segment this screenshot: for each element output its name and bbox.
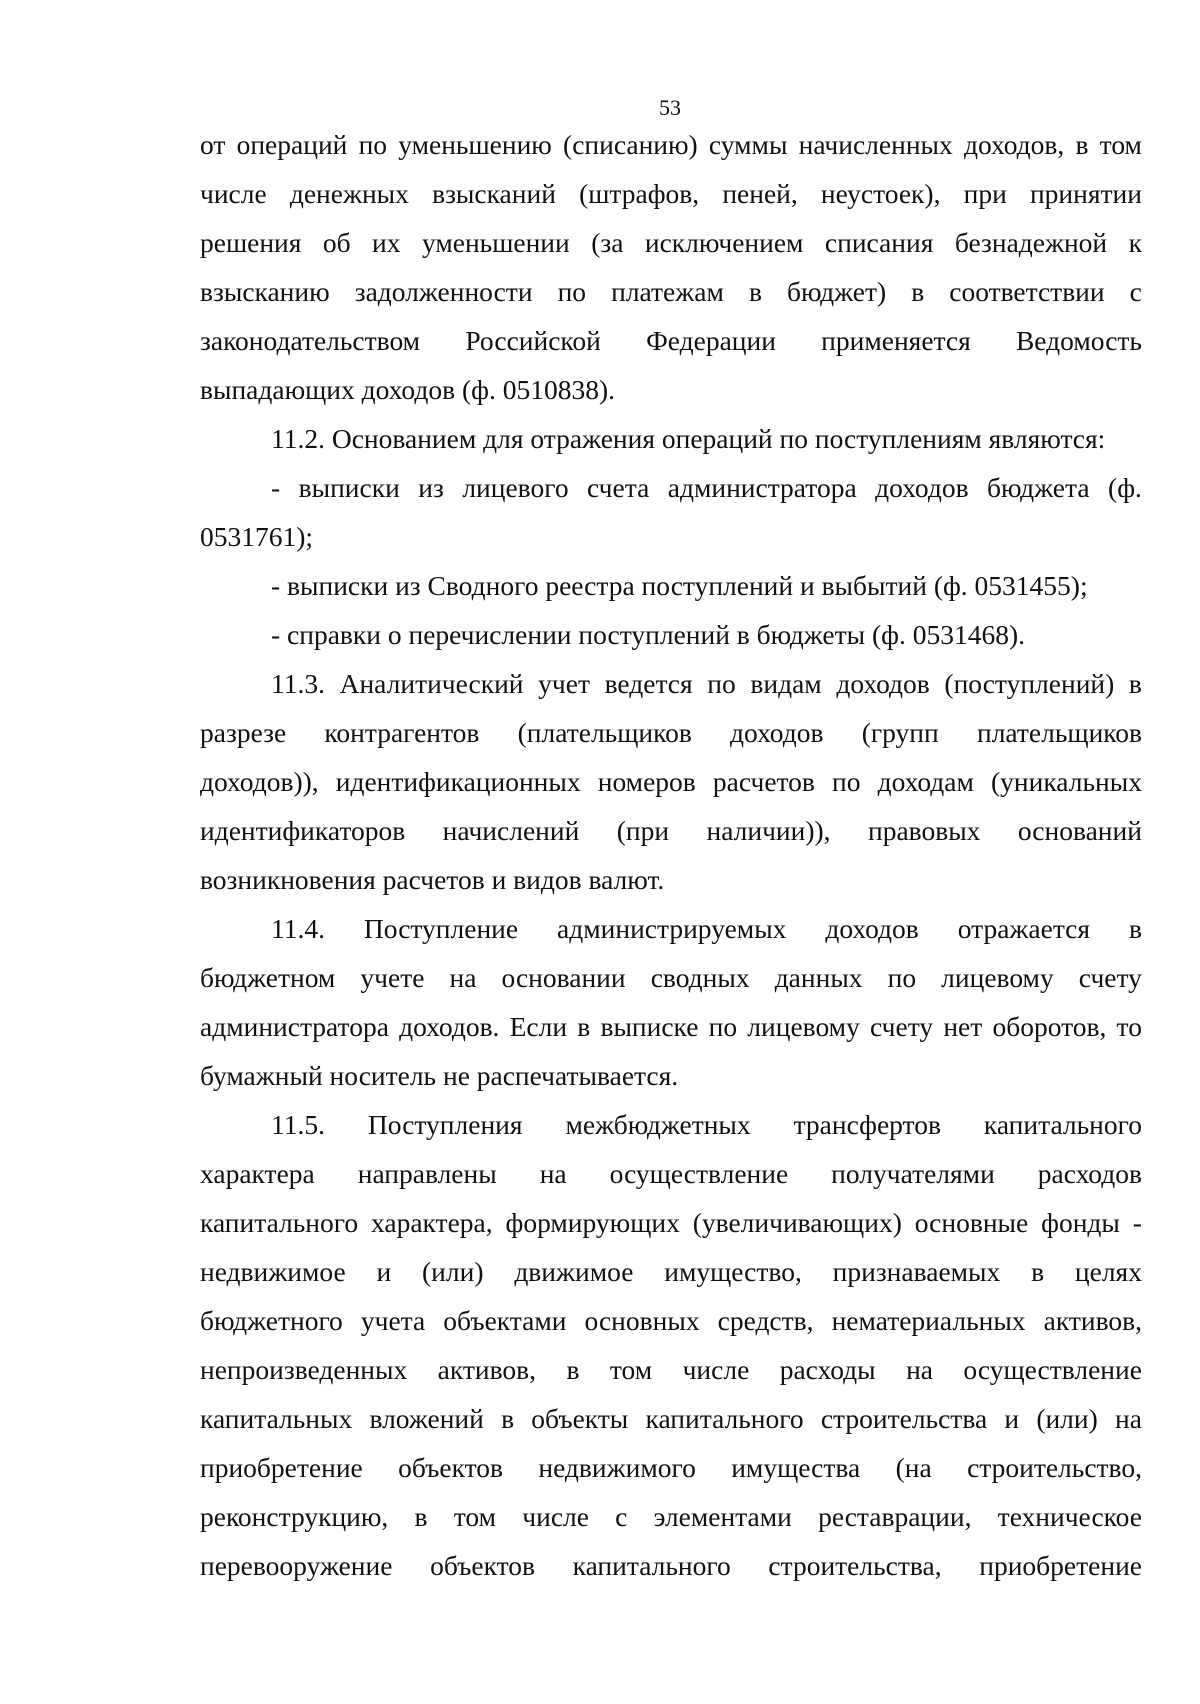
word: расходов xyxy=(1037,1158,1142,1189)
text-line xyxy=(200,708,1142,757)
word: данных xyxy=(774,962,863,993)
word: перевооружение xyxy=(200,1550,393,1581)
word: то xyxy=(1116,1011,1142,1042)
word: в xyxy=(1128,913,1142,944)
word: (или) xyxy=(1036,1403,1098,1434)
word: ведется xyxy=(604,668,693,699)
word: бюджет) xyxy=(786,276,887,307)
word: в xyxy=(1031,1256,1045,1287)
word: в xyxy=(911,276,925,307)
word: направлены xyxy=(357,1158,497,1189)
word: на xyxy=(449,962,477,993)
text-line xyxy=(200,218,1142,267)
word: идентификационных xyxy=(335,766,581,797)
word: законодательством xyxy=(200,325,421,356)
word: том xyxy=(609,1354,653,1385)
word: капитального xyxy=(572,1550,731,1581)
word: в xyxy=(577,1011,591,1042)
text-line: 11.2. Основанием для отражения операций по поступлениям являются: xyxy=(271,423,1106,454)
word: элементами xyxy=(653,1501,792,1532)
word: из xyxy=(418,472,444,503)
word: оборотов, xyxy=(992,1011,1107,1042)
text-line: бумажный носитель не распечатывается. xyxy=(200,1060,679,1091)
word: капитального xyxy=(200,1207,359,1238)
word: расчетов xyxy=(712,766,815,797)
word: (групп xyxy=(861,717,939,748)
word: администрируемых xyxy=(557,913,787,944)
word: числе xyxy=(682,1354,750,1385)
word: доходам xyxy=(877,766,974,797)
word: строительство, xyxy=(967,1452,1142,1483)
word: (поступлений) xyxy=(944,668,1115,699)
text-line: - выписки из Сводного реестра поступлений и выбытий (ф. 0531455); xyxy=(271,570,1088,601)
word: отражается xyxy=(957,913,1091,944)
word: применяется xyxy=(821,325,971,356)
document-body xyxy=(200,120,1142,1590)
word: к xyxy=(1128,227,1142,258)
word: том xyxy=(453,1501,497,1532)
word: платежам xyxy=(611,276,724,307)
word: доходов xyxy=(825,913,919,944)
word: бюджетном xyxy=(200,962,336,993)
word: имущество, xyxy=(664,1256,802,1287)
word: суммы xyxy=(708,129,788,160)
text-line xyxy=(200,316,1142,365)
word: объектов xyxy=(398,1452,503,1483)
word: начисленных xyxy=(798,129,953,160)
text-line: возникновения расчетов и видов валют. xyxy=(200,864,665,895)
word: администратора xyxy=(200,1011,389,1042)
word: расходы xyxy=(779,1354,876,1385)
word: по xyxy=(708,1011,738,1042)
word: на xyxy=(539,1158,567,1189)
word: приобретение xyxy=(200,1452,363,1483)
word: задолженности xyxy=(354,276,533,307)
text-line xyxy=(200,1492,1142,1541)
word: по xyxy=(887,962,917,993)
text-line xyxy=(200,463,1142,512)
word: соответствии xyxy=(949,276,1105,307)
word: учете xyxy=(360,962,425,993)
word: счету xyxy=(870,1011,934,1042)
word: числе xyxy=(522,1501,589,1532)
word: активов, xyxy=(1043,1305,1142,1336)
text-line xyxy=(200,757,1142,806)
word: (плательщиков xyxy=(517,717,692,748)
text-line xyxy=(200,120,1142,169)
page-number: 53 xyxy=(659,95,681,120)
word: имущества xyxy=(731,1452,861,1483)
text-line xyxy=(200,1296,1142,1345)
word: на xyxy=(906,1354,933,1385)
word: недвижимого xyxy=(538,1452,696,1483)
word: лицевого xyxy=(462,472,569,503)
word: числе xyxy=(200,178,267,209)
word: доходов. xyxy=(399,1011,500,1042)
text-line xyxy=(200,953,1142,1002)
word: пеней, xyxy=(722,178,798,209)
word: счету xyxy=(1078,962,1142,993)
word: доходов xyxy=(836,668,930,699)
text-line xyxy=(200,267,1142,316)
word: техническое xyxy=(997,1501,1142,1532)
text-line xyxy=(200,1198,1142,1247)
word: приобретение xyxy=(979,1550,1142,1581)
word: признаваемых xyxy=(832,1256,1001,1287)
word: доходов xyxy=(875,472,969,503)
word: средств, xyxy=(717,1305,814,1336)
word: уменьшению xyxy=(398,129,552,160)
word: и xyxy=(376,1256,392,1287)
word: Поступления xyxy=(367,1109,523,1140)
word: (увеличивающих) xyxy=(692,1207,902,1238)
word: - xyxy=(1132,1207,1142,1238)
word: 11.3. xyxy=(271,668,325,699)
word: взысканий xyxy=(432,178,556,209)
word: получателями xyxy=(831,1158,995,1189)
word: сводных xyxy=(650,962,750,993)
word: в xyxy=(1128,668,1142,699)
word: счета xyxy=(587,472,650,503)
word: плательщиков xyxy=(976,717,1142,748)
text-line xyxy=(200,169,1142,218)
word: в xyxy=(566,1354,580,1385)
word: нематериальных xyxy=(831,1305,1026,1336)
word: вложений xyxy=(369,1403,484,1434)
word: и xyxy=(1004,1403,1020,1434)
word: контрагентов xyxy=(324,717,480,748)
word: (штрафов, xyxy=(579,178,700,209)
text-line: выпадающих доходов (ф. 0510838). xyxy=(200,374,615,405)
word: разрезе xyxy=(200,717,287,748)
word: Федерации xyxy=(646,325,776,356)
word: активов, xyxy=(437,1354,537,1385)
word: строительства, xyxy=(768,1550,942,1581)
word: Аналитический xyxy=(339,668,524,699)
word: том xyxy=(1099,129,1142,160)
text-line xyxy=(200,659,1142,708)
word: идентификаторов xyxy=(200,815,406,846)
word: взысканию xyxy=(200,276,330,307)
word: основных xyxy=(584,1305,700,1336)
word: (или) xyxy=(422,1256,484,1287)
word: по xyxy=(557,276,587,307)
word: в xyxy=(1075,129,1089,160)
word: доходов, xyxy=(963,129,1065,160)
word: денежных xyxy=(289,178,409,209)
text-line xyxy=(200,1541,1142,1590)
word: характера, xyxy=(371,1207,493,1238)
word: объекты xyxy=(531,1403,629,1434)
word: (при xyxy=(616,815,670,846)
word: их xyxy=(372,227,401,258)
word: Ведомость xyxy=(1015,325,1142,356)
word: оснований xyxy=(1017,815,1142,846)
word: учета xyxy=(360,1305,426,1336)
word: начислений xyxy=(442,815,580,846)
word: наличии)), xyxy=(706,815,831,846)
word: лицевому xyxy=(941,962,1054,993)
word: характера xyxy=(200,1158,315,1189)
word: лицевому xyxy=(747,1011,860,1042)
word: решения xyxy=(200,227,302,258)
word: недвижимое xyxy=(200,1256,346,1287)
word: целях xyxy=(1074,1256,1142,1287)
word: бюджетного xyxy=(200,1305,343,1336)
text-line xyxy=(200,1394,1142,1443)
word: основании xyxy=(501,962,626,993)
word: объектов xyxy=(430,1550,535,1581)
word: по xyxy=(358,129,388,160)
word: Если xyxy=(509,1011,568,1042)
text-line xyxy=(200,1345,1142,1394)
word: учет xyxy=(538,668,590,699)
text-line xyxy=(200,1149,1142,1198)
word: капитального xyxy=(645,1403,804,1434)
word: с xyxy=(1129,276,1142,307)
word: операций xyxy=(236,129,348,160)
word: об xyxy=(322,227,351,258)
word: реконструкцию, xyxy=(200,1501,389,1532)
word: доходов)), xyxy=(200,766,319,797)
word: в xyxy=(748,276,762,307)
word: капитальных xyxy=(200,1403,353,1434)
word: по xyxy=(707,668,736,699)
word: видам xyxy=(750,668,822,699)
word: в xyxy=(501,1403,515,1434)
word: (уникальных xyxy=(991,766,1142,797)
text-line xyxy=(200,1100,1142,1149)
word: администратора xyxy=(667,472,857,503)
word: уменьшении xyxy=(421,227,570,258)
word: правовых xyxy=(867,815,981,846)
text-line: 0531761); xyxy=(200,521,314,552)
text-line: - справки о перечислении поступлений в бюджеты (ф. 0531468). xyxy=(271,619,1026,650)
word: от xyxy=(200,129,226,160)
word: 11.5. xyxy=(271,1109,325,1140)
word: трансфертов xyxy=(793,1109,941,1140)
word: (ф. xyxy=(1108,472,1142,503)
word: неустоек), xyxy=(820,178,941,209)
word: капитального xyxy=(983,1109,1142,1140)
word: бюджета xyxy=(987,472,1090,503)
word: фонды xyxy=(1041,1207,1120,1238)
word: нет xyxy=(943,1011,983,1042)
text-line xyxy=(200,1002,1142,1051)
word: принятии xyxy=(1029,178,1142,209)
word: реставрации, xyxy=(818,1501,972,1532)
word: основные xyxy=(914,1207,1029,1238)
word: выписке xyxy=(600,1011,699,1042)
word: строительства xyxy=(820,1403,988,1434)
word: (за xyxy=(591,227,624,258)
word: (на xyxy=(895,1452,932,1483)
word: формирующих xyxy=(505,1207,680,1238)
word: списания xyxy=(824,227,934,258)
text-line xyxy=(200,806,1142,855)
word: (списанию) xyxy=(563,129,698,160)
word: исключением xyxy=(644,227,804,258)
word: в xyxy=(414,1501,428,1532)
word: Российской xyxy=(465,325,601,356)
word: 11.4. xyxy=(271,913,325,944)
word: выписки xyxy=(298,472,400,503)
word: по xyxy=(832,766,861,797)
word: движимое xyxy=(514,1256,634,1287)
word: осуществление xyxy=(609,1158,789,1189)
word: при xyxy=(963,178,1007,209)
word: на xyxy=(1115,1403,1142,1434)
text-line xyxy=(200,1443,1142,1492)
word: доходов xyxy=(730,717,824,748)
word: - xyxy=(271,472,281,503)
word: Поступление xyxy=(363,913,519,944)
word: номеров xyxy=(597,766,696,797)
word: безнадежной xyxy=(954,227,1108,258)
word: непроизведенных xyxy=(200,1354,408,1385)
text-line xyxy=(200,1247,1142,1296)
word: осуществление xyxy=(963,1354,1142,1385)
word: объектами xyxy=(443,1305,567,1336)
text-line xyxy=(200,904,1142,953)
word: с xyxy=(615,1501,628,1532)
word: межбюджетных xyxy=(565,1109,751,1140)
